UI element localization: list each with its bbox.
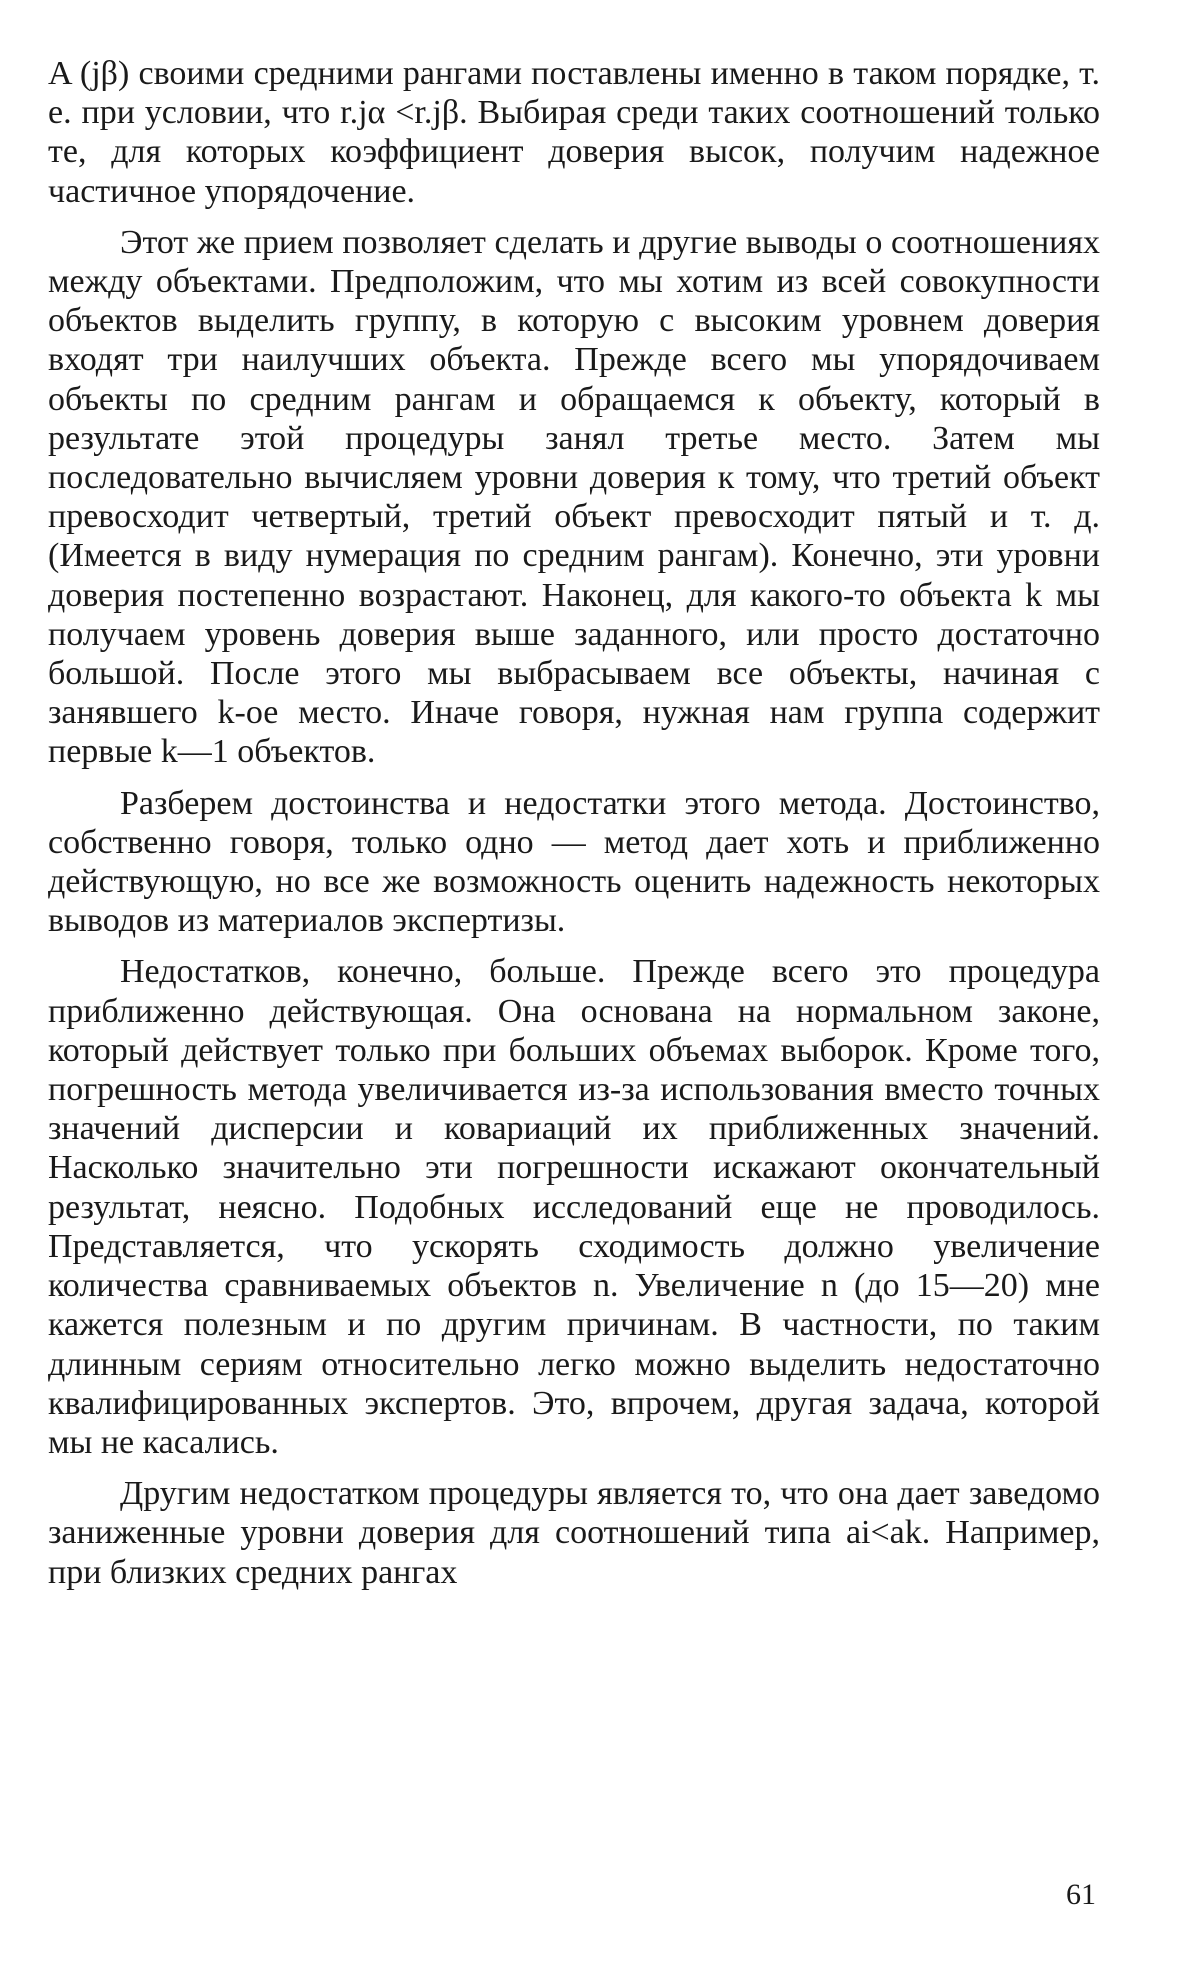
page-body — [48, 54, 1100, 1604]
paragraph-disadvantages: Недостатков, конечно, больше. Прежде всего это процедура приближенно действующая. Она основана на нормальном законе, который действует только при больших объемах выборок. Кроме того, погрешность метода увеличивается из-за использования вместо точных значений дисперсии и ковариаций их приближенных значений. Насколько значительно эти погрешности искажают окончательный результат, неясно. Подобных исследований еще не проводилось. Представляется, что ускорять сходимость должно увеличение количества сравниваемых объектов n. Увеличение n (до 15—20) мне кажется полезным и по другим причинам. В частности, по таким длинным сериям относительно легко можно выделить недостаточно квалифицированных экспертов. Это, впрочем, другая задача, которой мы не касались. — [48, 953, 1100, 1461]
paragraph-continuation: A (jβ) своими средними рангами поставлены именно в таком порядке, т. е. при условии, что r.jα <r.jβ. Выбирая среди таких соотношений только те, для которых коэффициент доверия высок, получим надежное частичное упорядочение. — [48, 55, 1100, 210]
paragraph-group-selection: Этот же прием позволяет сделать и другие выводы о соотношениях между объектами. Предположим, что мы хотим из всей совокупности объектов выделить группу, в которую с высоким уровнем доверия входят три наилучших объекта. Прежде всего мы упорядочиваем объекты по средним рангам и обращаемся к объекту, который в результате этой процедуры занял третье место. Затем мы последовательно вычисляем уровни доверия к тому, что третий объект превосходит четвертый, третий объект превосходит пятый и т. д. (Имеется в виду нумерация по средним рангам). Конечно, эти уровни доверия постепенно возрастают. Наконец, для какого-то объекта k мы получаем уровень доверия выше заданного, или просто достаточно большой. После этого мы выбрасываем все объекты, начиная с занявшего k-ое место. Иначе говоря, нужная нам группа содержит первые k—1 объектов. — [48, 223, 1100, 771]
paragraph-other-disadvantage: Другим недостатком процедуры является то, что она дает заведомо заниженные уровни доверия для соотношений типа ai<ak. Например, при близких средних рангах — [48, 1475, 1100, 1591]
page-number: 61 — [1066, 1878, 1096, 1911]
paragraph-advantages: Разберем достоинства и недостатки этого метода. Достоинство, собственно говоря, только одно — метод дает хоть и приближенно действующую, но все же возможность оценить надежность некоторых выводов из материалов экспертизы. — [48, 784, 1100, 940]
